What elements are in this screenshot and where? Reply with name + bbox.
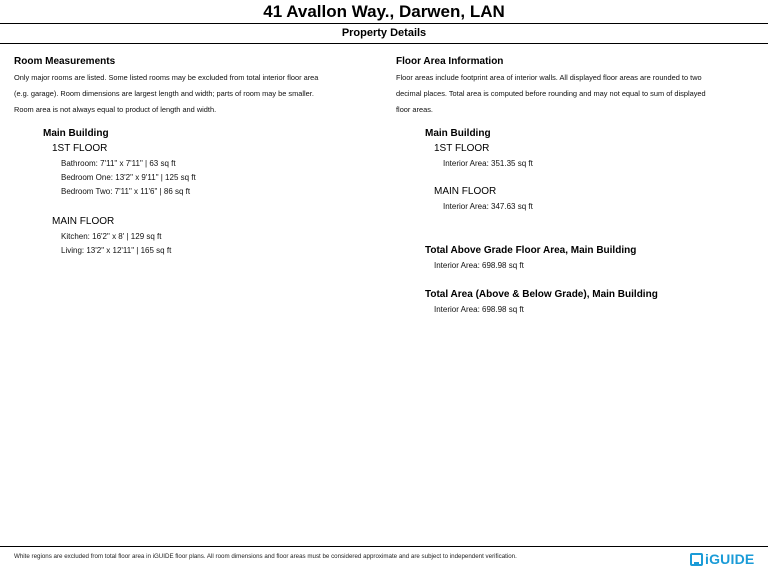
room-entry: Bedroom One: 13'2" x 9'11" | 125 sq ft [61, 173, 196, 182]
room-entry: Kitchen: 16'2" x 8' | 129 sq ft [61, 232, 162, 241]
floor-name: MAIN FLOOR [434, 186, 497, 197]
floor-interior-area: Interior Area: 347.63 sq ft [443, 202, 533, 211]
footer-disclaimer: White regions are excluded from total floor area in iGUIDE floor plans. All room dimensions and floor areas must be considered approximate and are subject to independent verification. [14, 553, 517, 560]
floor-area-note-line: Floor areas include footprint area of interior walls. All displayed floor areas are rounded to two [396, 73, 702, 82]
building-name: Main Building [43, 128, 109, 139]
floor-name: 1ST FLOOR [434, 143, 490, 154]
room-entry: Bedroom Two: 7'11" x 11'6" | 86 sq ft [61, 187, 191, 196]
floor-area-heading: Floor Area Information [396, 56, 504, 67]
floor-name: MAIN FLOOR [52, 216, 115, 227]
room-measurements-heading: Room Measurements [14, 56, 116, 67]
building-name: Main Building [425, 128, 491, 139]
floor-area-section [396, 56, 768, 314]
iguide-logo [690, 550, 754, 568]
iguide-logo-icon [690, 553, 703, 566]
room-entry: Living: 13'2" x 12'11" | 165 sq ft [61, 246, 172, 255]
floor-interior-area: Interior Area: 351.35 sq ft [443, 159, 533, 168]
room-measurements-note-line: Only major rooms are listed. Some listed rooms may be excluded from total interior floor area [14, 73, 319, 82]
property-address-title: 41 Avallon Way., Darwen, LAN [263, 2, 505, 21]
total-area-value: Interior Area: 698.98 sq ft [434, 305, 524, 314]
room-entry: Bathroom: 7'11" x 7'11" | 63 sq ft [61, 159, 176, 168]
floor-area-note-line: floor areas. [396, 105, 433, 114]
total-area-label: Total Area (Above & Below Grade), Main Building [425, 289, 658, 300]
room-measurements-note-line: Room area is not always equal to product of length and width. [14, 105, 217, 114]
room-measurements-note-line: (e.g. garage). Room dimensions are largest length and width; parts of room may be smaller. [14, 89, 314, 98]
footer-divider [0, 546, 768, 547]
iguide-logo-text: iGUIDE [705, 551, 755, 567]
total-above-grade-area: Interior Area: 698.98 sq ft [434, 261, 524, 270]
total-above-grade-label: Total Above Grade Floor Area, Main Building [425, 245, 637, 256]
floor-name: 1ST FLOOR [52, 143, 108, 154]
subtitle-divider [0, 43, 768, 44]
title-divider [0, 23, 768, 24]
property-details-heading: Property Details [341, 27, 427, 39]
room-measurements-section [14, 56, 386, 255]
floor-area-note-line: decimal places. Total area is computed before rounding and may not equal to sum of displayed [396, 89, 706, 98]
